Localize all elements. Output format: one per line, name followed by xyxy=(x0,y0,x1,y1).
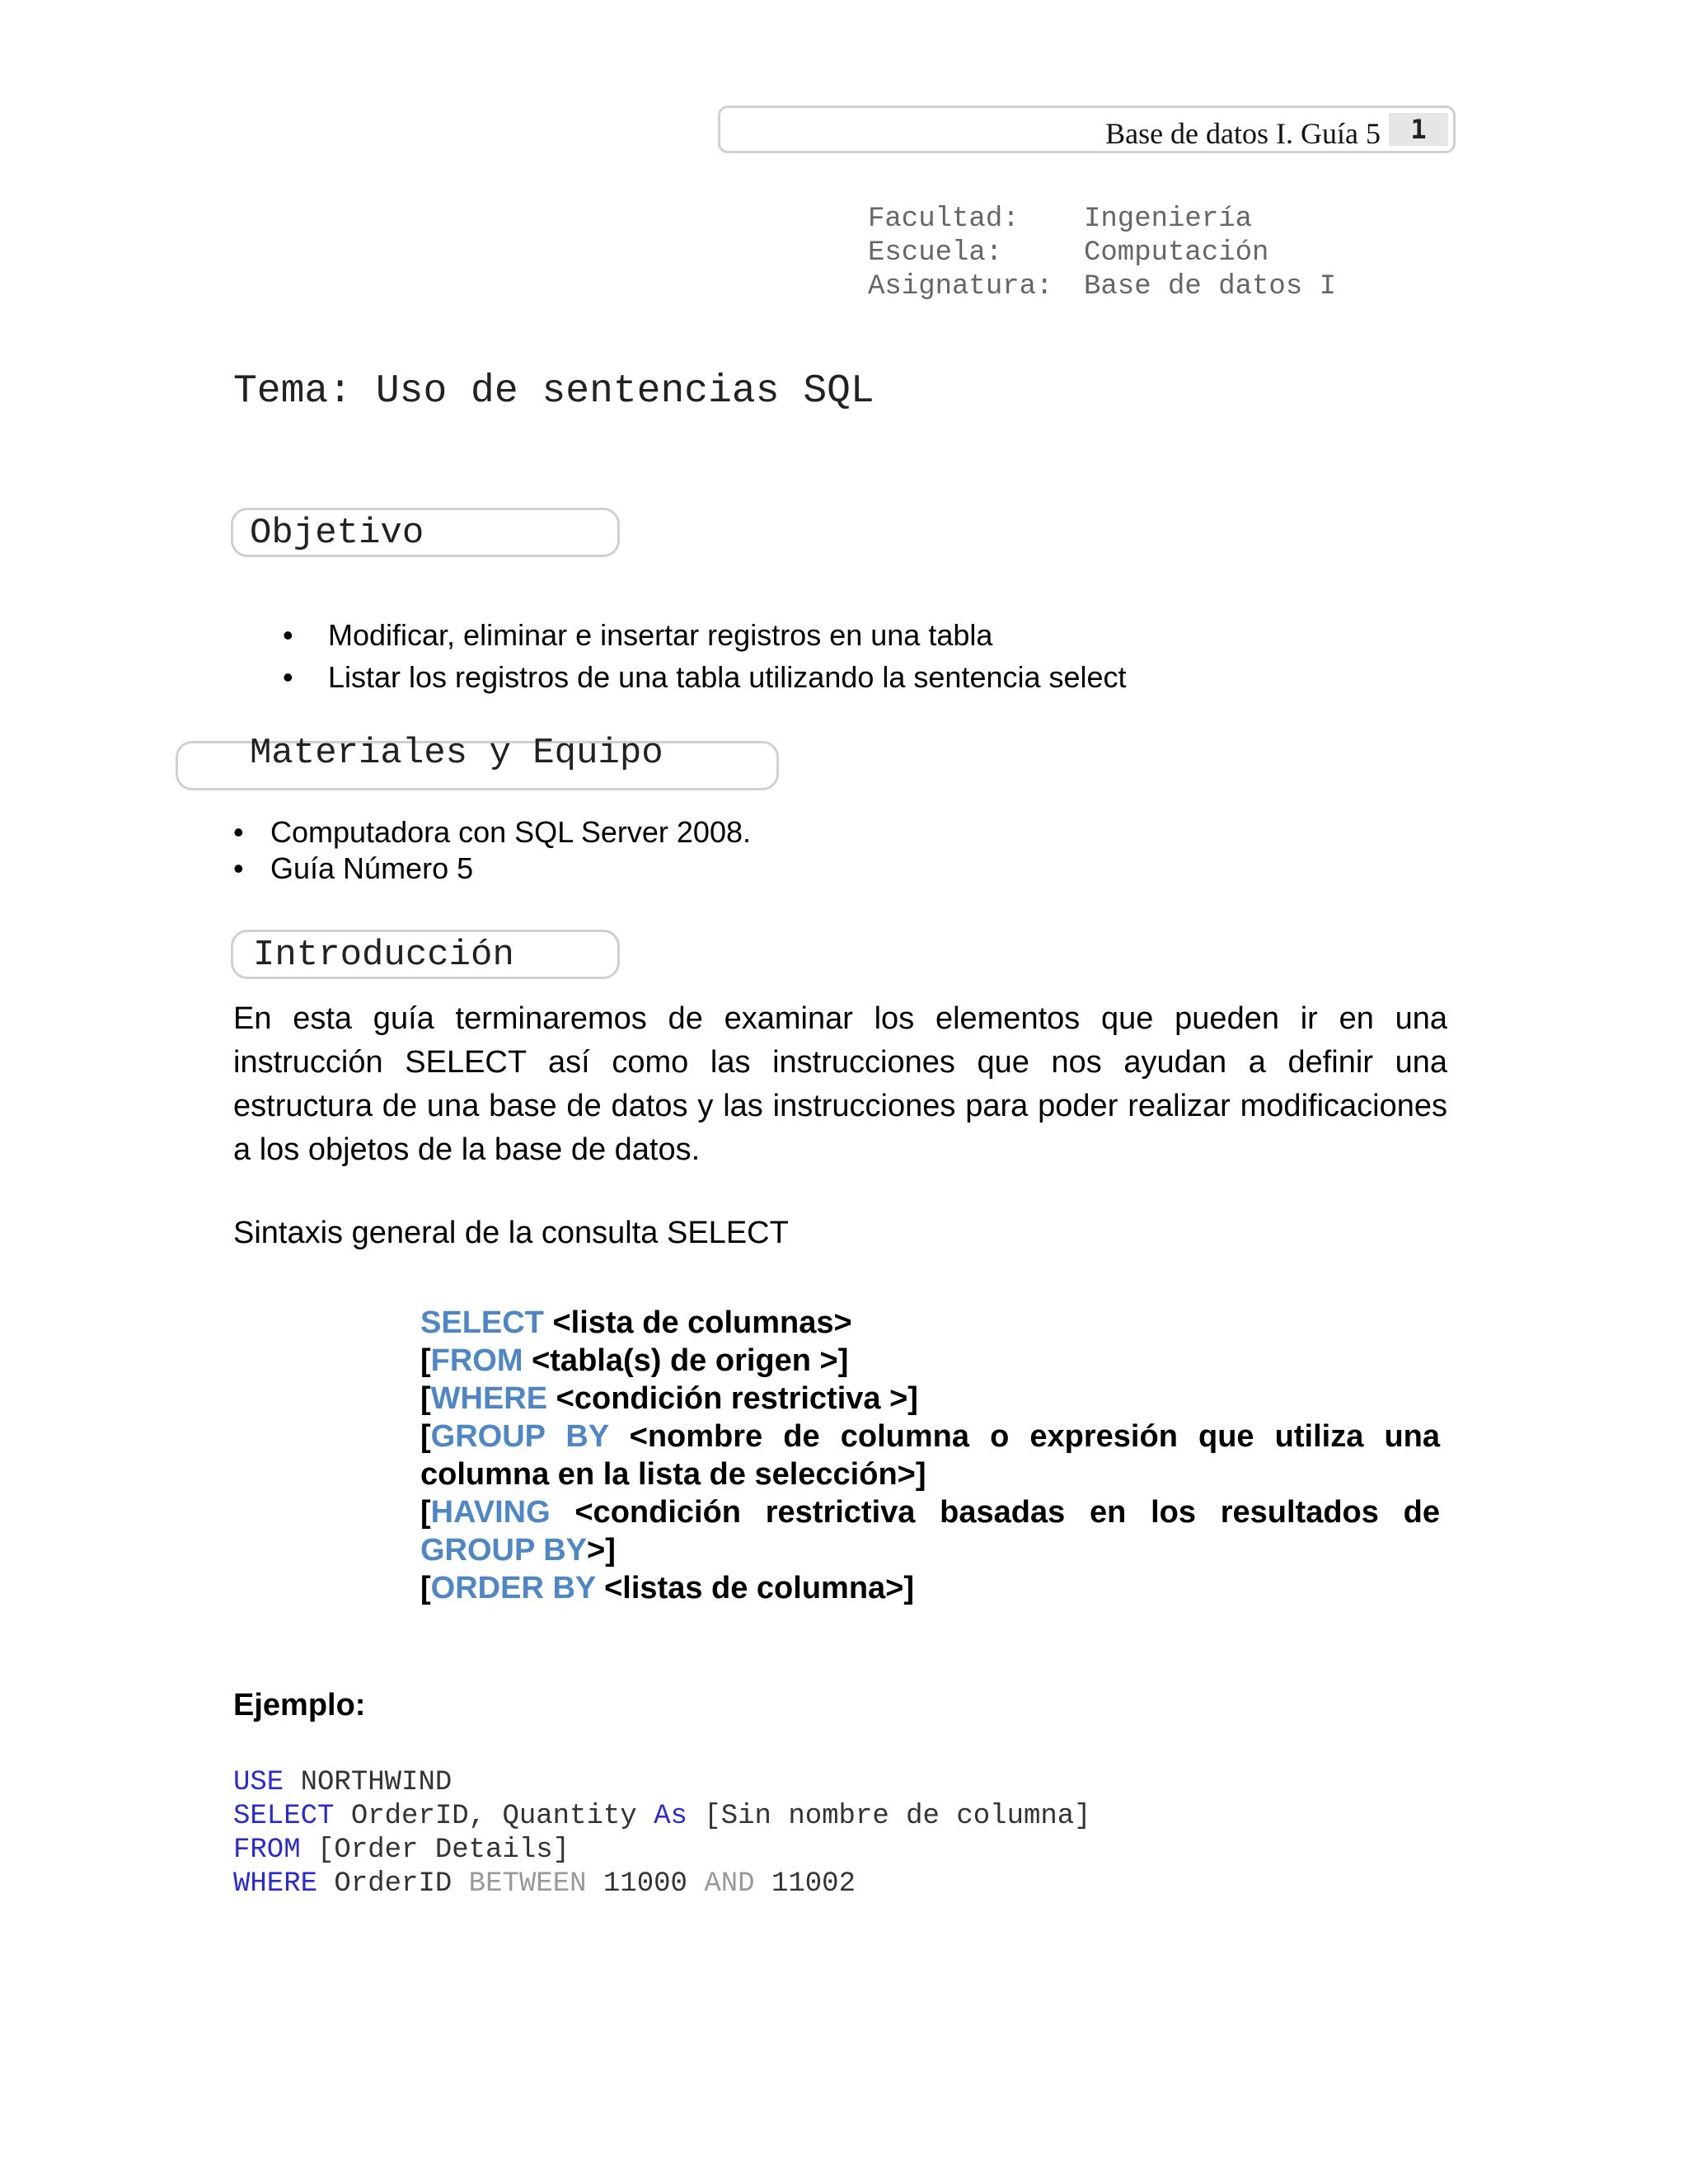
code-keyword: WHERE xyxy=(233,1868,318,1900)
list-item: • Guía Número 5 xyxy=(233,851,751,887)
objetivo-list xyxy=(283,614,1127,698)
header-title: Base de datos I. Guía 5 xyxy=(1105,117,1381,150)
keyword: WHERE xyxy=(430,1381,548,1416)
meta-value: Ingeniería xyxy=(1084,204,1253,235)
code-keyword: SELECT xyxy=(233,1801,335,1832)
bracket: [ xyxy=(420,1571,431,1605)
example-title: Ejemplo: xyxy=(233,1688,366,1722)
meta-row-asignatura xyxy=(868,270,1336,304)
section-title-introduccion: Introducción xyxy=(253,935,514,976)
bracket: [ xyxy=(420,1419,431,1454)
course-info xyxy=(868,203,1336,304)
intro-paragraph: En esta guía terminaremos de examinar los elementos que pueden ir en una instrucción SELECT así como las instrucciones que nos ayudan a definir una estructura de una base de datos y las instrucciones para poder realizar modificaciones a los objetos de la base de datos. xyxy=(233,1001,1447,1167)
syntax-label: Sintaxis general de la consulta SELECT xyxy=(233,1216,789,1250)
code-line xyxy=(233,1868,1091,1901)
code-line xyxy=(233,1766,1091,1800)
syntax-group-line xyxy=(420,1418,1440,1455)
keyword: ORDER BY xyxy=(430,1571,596,1605)
bracket: [ xyxy=(420,1381,431,1416)
syntax-text: <condición restrictiva >] xyxy=(547,1381,918,1416)
bracket: [ xyxy=(420,1343,431,1378)
syntax-from-line xyxy=(420,1342,1440,1380)
meta-value: Base de datos I xyxy=(1084,271,1337,302)
keyword: SELECT xyxy=(420,1305,544,1340)
meta-row-escuela xyxy=(868,237,1336,270)
syntax-text: <lista de columnas> xyxy=(543,1305,852,1340)
list-item: • Computadora con SQL Server 2008. xyxy=(233,814,751,851)
code-keyword: USE xyxy=(233,1767,284,1798)
code-example xyxy=(233,1766,1091,1901)
materiales-list xyxy=(233,814,751,887)
code-operator: BETWEEN xyxy=(468,1868,587,1900)
keyword: GROUP BY xyxy=(430,1419,609,1454)
code-text: 11000 xyxy=(586,1868,705,1900)
syntax-text: columna en la lista de selección>] xyxy=(420,1457,926,1492)
syntax-select-line xyxy=(420,1304,1440,1342)
syntax-having-line xyxy=(420,1493,1440,1531)
code-line xyxy=(233,1800,1091,1834)
code-text: [Order Details] xyxy=(300,1835,570,1866)
syntax-text: <tabla(s) de origen >] xyxy=(523,1343,849,1378)
page-header xyxy=(718,105,1456,153)
list-item: • Listar los registros de una tabla utilizando la sentencia select xyxy=(283,656,1127,698)
meta-label: Escuela: xyxy=(868,237,1003,269)
code-text: [Sin nombre de columna] xyxy=(687,1801,1091,1832)
syntax-order-line xyxy=(420,1569,1440,1607)
code-text: NORTHWIND xyxy=(284,1767,452,1798)
code-text: OrderID xyxy=(317,1868,469,1900)
page-number: 1 xyxy=(1389,113,1448,146)
syntax-text: <condición restrictiva basadas en los resultados de xyxy=(550,1495,1440,1530)
meta-label: Facultad: xyxy=(868,204,1020,235)
list-item: • Modificar, eliminar e insertar registros en una tabla xyxy=(283,614,1127,656)
section-title-objetivo: Objetivo xyxy=(250,513,424,554)
keyword: FROM xyxy=(430,1343,523,1378)
syntax-group-line-2 xyxy=(420,1455,1440,1493)
keyword: GROUP BY xyxy=(420,1533,588,1568)
code-text: 11002 xyxy=(754,1868,856,1900)
syntax-text: <listas de columna>] xyxy=(595,1571,915,1605)
select-syntax xyxy=(420,1304,1440,1607)
meta-label: Asignatura: xyxy=(868,271,1053,302)
section-title-materiales: Materiales y Equipo xyxy=(250,733,663,774)
syntax-text: <nombre de columna o expresión que utiliza una xyxy=(608,1419,1441,1454)
code-text: OrderID, Quantity xyxy=(334,1801,654,1832)
page-title: Tema: Uso de sentencias SQL xyxy=(233,369,874,414)
bracket: [ xyxy=(420,1495,431,1530)
code-operator: AND xyxy=(704,1868,755,1900)
syntax-having-line-2 xyxy=(420,1531,1440,1569)
code-keyword: FROM xyxy=(233,1835,301,1866)
syntax-text: >] xyxy=(587,1533,616,1568)
keyword: HAVING xyxy=(430,1495,551,1530)
meta-row-facultad xyxy=(868,203,1336,237)
code-keyword: As xyxy=(654,1801,687,1832)
meta-value: Computación xyxy=(1084,237,1269,269)
code-line xyxy=(233,1834,1091,1868)
syntax-where-line xyxy=(420,1380,1440,1418)
